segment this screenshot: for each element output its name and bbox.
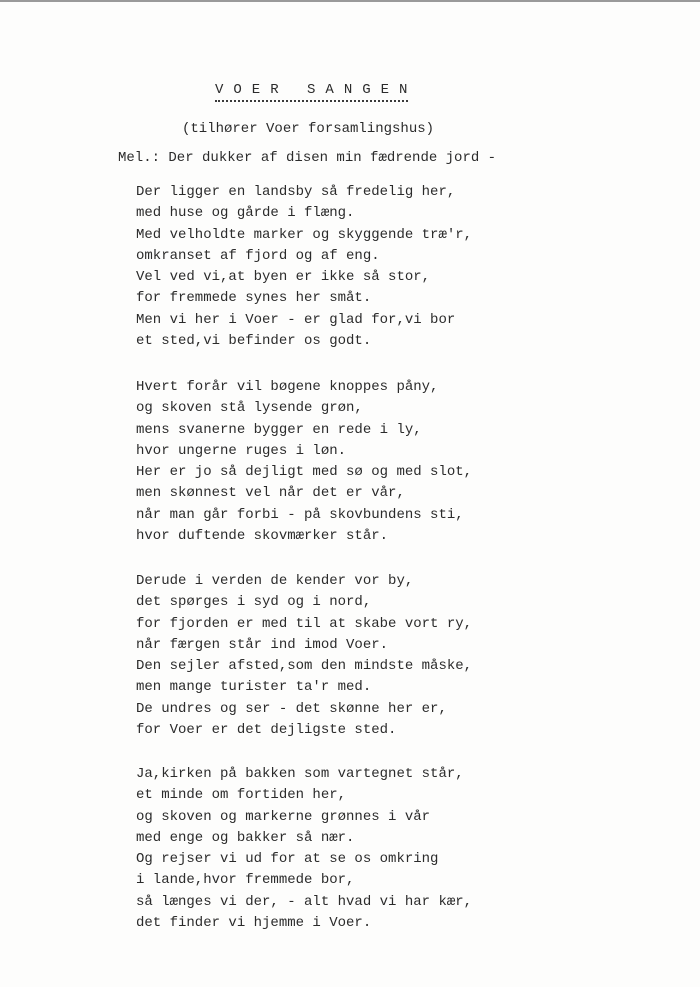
song-subtitle: (tilhører Voer forsamlingshus) — [182, 121, 435, 137]
verse-line: Her er jo så dejligt med sø og med slot, — [136, 464, 473, 481]
verse-line: Med velholdte marker og skyggende træ'r, — [136, 226, 473, 243]
verse-line: for fjorden er med til at skabe vort ry, — [136, 615, 473, 632]
verse-line: Og rejser vi ud for at se os omkring — [136, 851, 439, 868]
verse-line: så længes vi der, - alt hvad vi har kær, — [136, 893, 473, 910]
verse-line: det finder vi hjemme i Voer. — [136, 915, 372, 932]
verse-line: Men vi her i Voer - er glad for,vi bor — [136, 311, 456, 328]
verse-1 — [136, 182, 472, 352]
verse-line: Ja,kirken på bakken som vartegnet står, — [136, 766, 464, 782]
verse-line: De undres og ser - det skønne her er, — [136, 700, 447, 717]
verse-line: Hvert forår vil bøgene knoppes påny, — [136, 379, 439, 395]
verse-line: mens svanerne bygger en rede i ly, — [136, 421, 422, 438]
verse-line: og skoven stå lysende grøn, — [136, 400, 363, 417]
verse-line: med huse og gårde i flæng. — [136, 205, 355, 222]
verse-line: omkranset af fjord og af eng. — [136, 247, 380, 264]
verse-2 — [136, 377, 472, 547]
verse-line: men skønnest vel når det er vår, — [136, 485, 405, 502]
verse-4 — [136, 764, 472, 934]
verse-line: Vel ved vi,at byen er ikke så stor, — [136, 269, 431, 286]
verse-line: i lande,hvor fremmede bor, — [136, 872, 355, 889]
verse-line: når man går forbi - på skovbundens sti, — [136, 506, 464, 523]
verse-line: hvor ungerne ruges i løn. — [136, 442, 347, 459]
verse-line: det spørges i syd og i nord, — [136, 594, 372, 611]
verse-line: for Voer er det dejligste sted. — [136, 722, 397, 739]
verse-line: Der ligger en landsby så fredelig her, — [136, 184, 456, 200]
verse-line: Den sejler afsted,som den mindste måske, — [136, 658, 473, 675]
verse-line: når færgen står ind imod Voer. — [136, 636, 389, 653]
verse-line: men mange turister ta'r med. — [136, 679, 372, 696]
verse-3 — [136, 571, 472, 741]
verse-line: for fremmede synes her småt. — [136, 290, 372, 307]
verse-line: med enge og bakker så nær. — [136, 829, 355, 846]
verse-line: et sted,vi befinder os godt. — [136, 333, 372, 350]
verse-line: Derude i verden de kender vor by, — [136, 573, 414, 589]
page-top-edge — [0, 0, 700, 2]
melody-line: Mel.: Der dukker af disen min fædrende jord - — [118, 150, 497, 166]
verse-line: hvor duftende skovmærker står. — [136, 528, 389, 545]
song-title: V O E R S A N G E N — [215, 82, 408, 102]
verse-line: et minde om fortiden her, — [136, 787, 347, 804]
verse-line: og skoven og markerne grønnes i vår — [136, 808, 431, 825]
